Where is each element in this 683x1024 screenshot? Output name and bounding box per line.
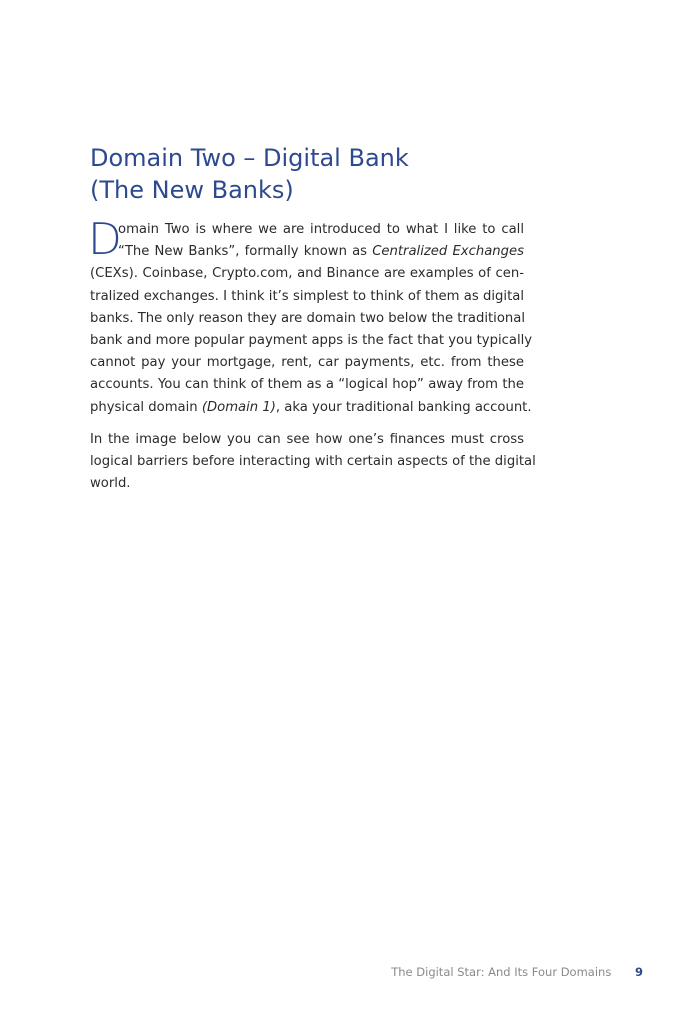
- text-run: physical domain: [90, 399, 202, 415]
- paragraph-2-line: world.: [90, 476, 131, 492]
- paragraph-1-line: [90, 397, 532, 419]
- paragraph-1-line: omain Two is where we are introduced to what I like to call: [118, 222, 524, 237]
- paragraph-1-line: [90, 241, 524, 263]
- paragraph-1-line: (CEXs). Coinbase, Crypto.com, and Binance are examples of cen-: [90, 266, 524, 282]
- page-footer: [391, 965, 643, 979]
- paragraph-1-line: bank and more popular payment apps is the fact that you typically: [90, 332, 533, 348]
- heading-line-1: Domain Two – Digital Bank: [90, 144, 409, 172]
- page-number: 9: [634, 965, 643, 979]
- paragraph-1-line: accounts. You can think of them as a “logical hop” away from the: [90, 377, 524, 393]
- paragraph-2: [90, 429, 536, 496]
- running-title: The Digital Star: And Its Four Domains: [391, 965, 612, 979]
- paragraph-1-line: banks. The only reason they are domain two below the traditional: [90, 310, 526, 326]
- text-run: , aka your traditional banking account.: [275, 399, 532, 415]
- text-run: “The New Banks”, formally known as: [118, 244, 373, 260]
- paragraph-1-line: tralized exchanges. I think it’s simplest to think of them as digital: [90, 288, 524, 304]
- section-heading: [90, 142, 530, 206]
- italic-term: Centralized Exchanges: [372, 244, 524, 260]
- paragraph-2-line: logical barriers before interacting with certain aspects of the digital: [90, 453, 536, 469]
- paragraph-1: [88, 214, 533, 419]
- paragraph-2-line: In the image below you can see how one’s finances must cross: [90, 431, 524, 447]
- italic-term: (Domain 1): [201, 399, 276, 415]
- body-text: [88, 214, 536, 505]
- paragraph-1-line: cannot pay your mortgage, rent, car payments, etc. from these: [90, 355, 524, 371]
- heading-line-2: (The New Banks): [90, 176, 294, 204]
- drop-cap: D: [88, 214, 122, 265]
